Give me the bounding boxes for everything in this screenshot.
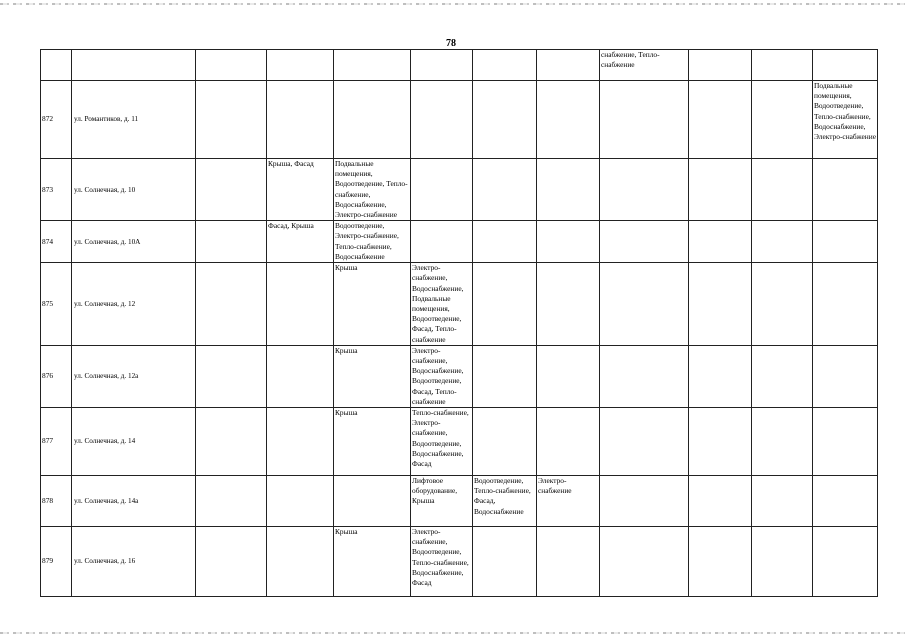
cell-top-col9: снабжение, Тепло-снабжение xyxy=(600,50,689,81)
cell-c6 xyxy=(411,81,473,159)
row-number: 877 xyxy=(41,408,72,476)
cell-c13 xyxy=(813,221,878,263)
cell-c13 xyxy=(813,159,878,221)
cell-c4 xyxy=(267,263,334,346)
cell-c7 xyxy=(473,221,537,263)
cell-c6: Тепло-снабжение, Электро-снабжение, Водоотведение, Водоснабжение, Фасад xyxy=(411,408,473,476)
row-number: 873 xyxy=(41,159,72,221)
table-row xyxy=(41,221,878,263)
cell-c13 xyxy=(813,476,878,527)
table-row xyxy=(41,476,878,527)
row-address: ул. Солнечная, д. 14а xyxy=(72,476,196,527)
row-number: 875 xyxy=(41,263,72,346)
cell-c5: Крыша xyxy=(334,263,411,346)
cell-c6: Лифтовое оборудование, Крыша xyxy=(411,476,473,527)
cell-c8 xyxy=(537,345,600,407)
cell-c4 xyxy=(267,476,334,527)
cell-c5: Водоотведение, Электро-снабжение, Тепло-снабжение, Водоснабжение xyxy=(334,221,411,263)
cell-c7: Водоотведение, Тепло-снабжение, Фасад, Водоснабжение xyxy=(473,476,537,527)
cell-c13 xyxy=(813,263,878,346)
cell-c5: Крыша xyxy=(334,408,411,476)
row-number: 876 xyxy=(41,345,72,407)
cell-c8: Электро-снабжение xyxy=(537,476,600,527)
cell-c4 xyxy=(267,527,334,597)
cell-c8 xyxy=(537,408,600,476)
table-row xyxy=(41,408,878,476)
cell-c7 xyxy=(473,159,537,221)
capital-repair-table xyxy=(40,49,878,597)
row-address: ул. Солнечная, д. 16 xyxy=(72,527,196,597)
cell-c7 xyxy=(473,408,537,476)
cell-c8 xyxy=(537,263,600,346)
cell-c5 xyxy=(334,81,411,159)
cell-c8 xyxy=(537,81,600,159)
row-address: ул. Романтиков, д. 11 xyxy=(72,81,196,159)
cell-c5: Крыша xyxy=(334,345,411,407)
table-row xyxy=(41,345,878,407)
cell-c7 xyxy=(473,263,537,346)
cell-c6 xyxy=(411,159,473,221)
cell-c7 xyxy=(473,345,537,407)
cell-c13: Подвальные помещения, Водоотведение, Тепло-снабжение, Водоснабжение, Электро-снабжение xyxy=(813,81,878,159)
cell-c6 xyxy=(411,221,473,263)
cell-c7 xyxy=(473,81,537,159)
cell-c4: Крыша, Фасад xyxy=(267,159,334,221)
row-address: ул. Солнечная, д. 10А xyxy=(72,221,196,263)
cell-c7 xyxy=(473,527,537,597)
page-number: 78 xyxy=(446,38,456,49)
cell-c5: Подвальные помещения, Водоотведение, Тепло-снабжение, Водоснабжение, Электро-снабжение xyxy=(334,159,411,221)
cell-c6: Электро-снабжение, Водоснабжение, Подвальные помещения, Водоотведение, Фасад, Тепло-снабжение xyxy=(411,263,473,346)
table-row xyxy=(41,527,878,597)
table-row xyxy=(41,81,878,159)
cell-c13 xyxy=(813,527,878,597)
row-address: ул. Солнечная, д. 10 xyxy=(72,159,196,221)
cell-c13 xyxy=(813,345,878,407)
row-number: 878 xyxy=(41,476,72,527)
cell-c13 xyxy=(813,408,878,476)
cell-c5 xyxy=(334,476,411,527)
cell-c8 xyxy=(537,221,600,263)
cell-c4 xyxy=(267,408,334,476)
cell-c4 xyxy=(267,81,334,159)
cell-c6: Электро-снабжение, Водоотведение, Тепло-снабжение, Водоснабжение, Фасад xyxy=(411,527,473,597)
scan-edge-bottom xyxy=(0,632,905,634)
row-address: ул. Солнечная, д. 12а xyxy=(72,345,196,407)
cell-c4: Фасад, Крыша xyxy=(267,221,334,263)
table-row xyxy=(41,263,878,346)
cell-c6: Электро-снабжение, Водоснабжение, Водоотведение, Фасад, Тепло-снабжение xyxy=(411,345,473,407)
row-number: 872 xyxy=(41,81,72,159)
cell-c4 xyxy=(267,345,334,407)
row-number: 874 xyxy=(41,221,72,263)
cell-c5: Крыша xyxy=(334,527,411,597)
table-row-continuation xyxy=(41,50,878,81)
row-number: 879 xyxy=(41,527,72,597)
cell-c8 xyxy=(537,527,600,597)
row-address: ул. Солнечная, д. 12 xyxy=(72,263,196,346)
table-row xyxy=(41,159,878,221)
cell-c8 xyxy=(537,159,600,221)
row-address: ул. Солнечная, д. 14 xyxy=(72,408,196,476)
scan-edge-top xyxy=(0,3,905,5)
